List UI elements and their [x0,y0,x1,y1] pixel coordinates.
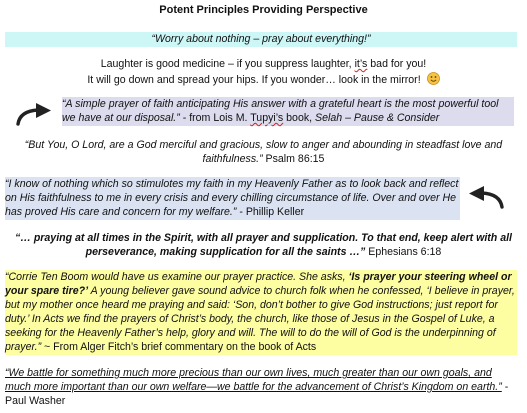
laughter-block [0,57,527,90]
laughter-line-1: Laughter is good medicine – if you suppress laughter, it’s bad for you! [100,58,427,70]
page-title: Potent Principles Providing Perspective [159,4,368,16]
fitch-quote-block: “Corrie Ten Boom would have us examine our prayer practice. She asks, ‘Is prayer your steering wheel or your spare tire?’ A young believer gave sound advice to church folk when he confessed, ‘I believe in prayer, but my mother once heard me praying and said: ‘Son, don’t bother to give God instructions; just report for duty.’ In Acts we find the prayers of Christ’s body, the church, like those of Jesus in the Gospel of Luke, a seeking for the Heavenly Father’s help, glory and will. The will to do the will of God is the underpinning of prayer.” ~ From Alger Fitch’s brief commentary on the book of Acts [5,270,517,355]
ephesians-quote-block: “… praying at all times in the Spirit, with all prayer and supplication. To that end, keep alert with all perseverance, making supplication for all the saints …” Ephesians 6:18 [14,232,513,258]
curved-arrow-left-icon [466,185,506,212]
worry-quote: “Worry about nothing – pray about everything!” [5,32,517,47]
lois-quote-block: “A simple prayer of faith anticipating His answer with a grateful heart is the most powerful tool we have at our disposal.” - from Lois M. Tupyi’s book, Selah – Pause & Consider [62,97,514,126]
washer-quote-block: “We battle for something much more precious than our own lives, much greater than our own goals, and much more important than our own welfare—we battle for the advancement of Christ’s Kingdom on earth.” - Paul Washer [5,367,509,407]
smiley-face-icon [427,72,440,90]
curved-arrow-right-icon [14,102,54,129]
psalm-quote-block: “But You, O Lord, are a God merciful and gracious, slow to anger and abounding in steadfast love and faithfulness.” Psalm 86:15 [24,139,503,165]
keller-quote-block: “I know of nothing which so stimulotes my faith in my Heavenly Father as to look back and reflect on His faithfulness to me in every crisis and every chilling circumstance of life. Over and over He has proved His care and concern for my welfare.” - Phillip Keller [5,178,459,218]
laughter-line-2: It will go down and spread your hips. If you wonder… look in the mirror! [0,72,527,90]
